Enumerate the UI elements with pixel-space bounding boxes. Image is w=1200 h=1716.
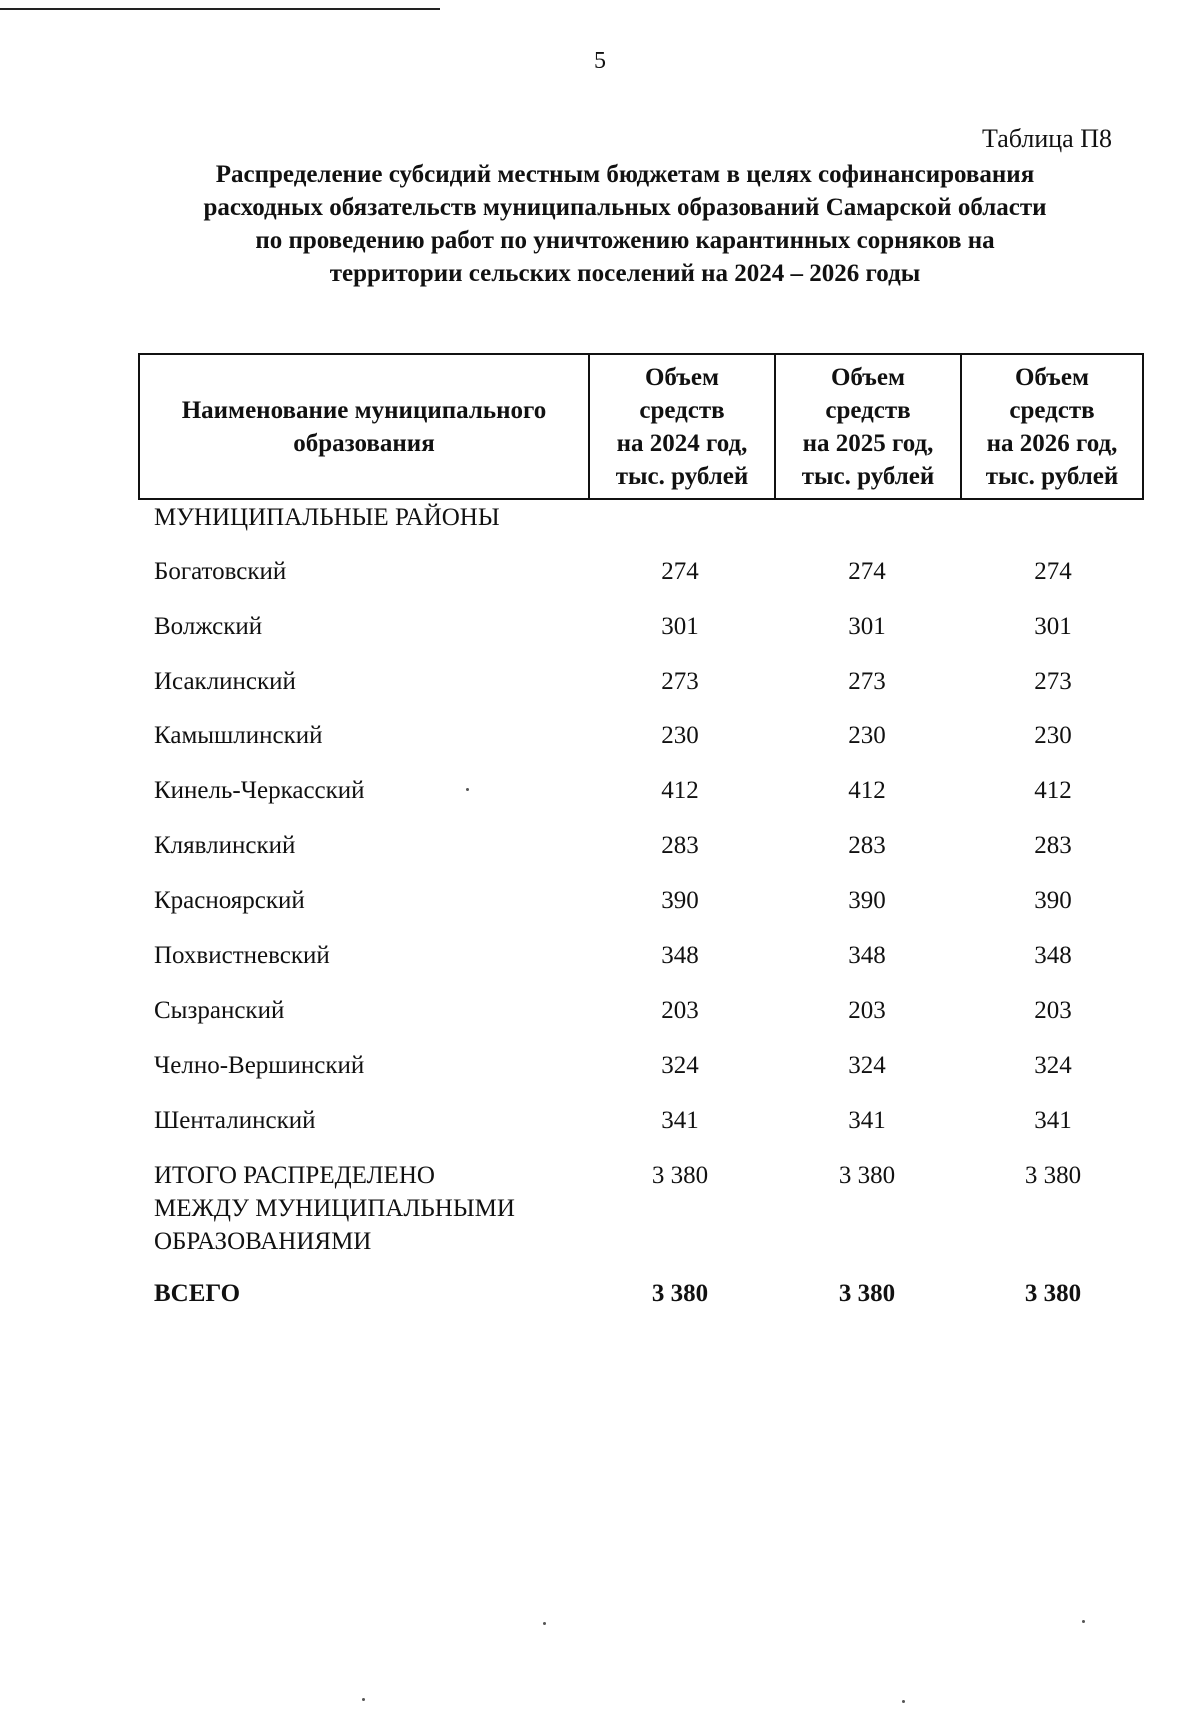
row-value-2025: 324 [848, 1052, 886, 1079]
row-value-2024: 301 [661, 613, 699, 640]
scan-speck [362, 1698, 365, 1701]
row-name: Исаклинский [154, 668, 296, 695]
header-name-line: Наименование муниципального [181, 396, 547, 424]
row-name: Шенталинский [154, 1107, 316, 1134]
row-value-2026: 274 [1034, 558, 1072, 585]
row-value-2026: 348 [1034, 942, 1072, 969]
header-line: Объем [644, 363, 719, 391]
row-value-2025: 230 [848, 722, 886, 749]
header-name-column [140, 355, 588, 498]
title-line: Распределение субсидий местным бюджетам в целях софинансирования [215, 161, 1035, 188]
header-name-line: образования [293, 429, 435, 457]
row-name: Похвистневский [154, 942, 330, 969]
row-value-2026: 412 [1034, 777, 1072, 804]
scan-speck [1082, 1620, 1085, 1623]
row-value-2025: 203 [848, 997, 886, 1024]
row-name: Камышлинский [154, 722, 323, 749]
row-value-2026: 230 [1034, 722, 1072, 749]
document-title [120, 158, 1130, 290]
distributed-total-label [154, 1159, 515, 1258]
scan-speck [466, 788, 469, 791]
row-name: Волжский [154, 613, 263, 640]
row-value-2024: 203 [661, 997, 699, 1024]
distributed-total-line: ИТОГО РАСПРЕДЕЛЕНО [154, 1162, 435, 1189]
header-line: средств [825, 396, 911, 424]
header-2024-column [588, 355, 774, 498]
page-number: 5 [594, 48, 606, 74]
header-line: Объем [1014, 363, 1089, 391]
distributed-total-2025: 3 380 [838, 1162, 896, 1189]
row-name: Кинель-Черкасский [154, 777, 365, 804]
header-line: тыс. рублей [801, 462, 935, 490]
section-title: МУНИЦИПАЛЬНЫЕ РАЙОНЫ [154, 504, 500, 531]
row-value-2024: 348 [661, 942, 699, 969]
row-value-2026: 341 [1034, 1107, 1072, 1134]
header-2025-column [774, 355, 960, 498]
row-name: Сызранский [154, 997, 285, 1024]
row-value-2025: 412 [848, 777, 886, 804]
row-value-2025: 341 [848, 1107, 886, 1134]
scan-speck [543, 1622, 546, 1625]
header-line: тыс. рублей [615, 462, 749, 490]
row-value-2026: 390 [1034, 887, 1072, 914]
header-line: средств [1009, 396, 1095, 424]
header-line: на 2024 год, [616, 429, 748, 457]
distributed-total-2024: 3 380 [651, 1162, 709, 1189]
row-value-2024: 324 [661, 1052, 699, 1079]
row-value-2025: 274 [848, 558, 886, 585]
row-value-2026: 203 [1034, 997, 1072, 1024]
row-value-2025: 273 [848, 668, 886, 695]
row-value-2025: 283 [848, 832, 886, 859]
distributed-total-line: ОБРАЗОВАНИЯМИ [154, 1228, 372, 1255]
grand-total-2025: 3 380 [838, 1280, 896, 1307]
row-name: Красноярский [154, 887, 305, 914]
row-value-2024: 273 [661, 668, 699, 695]
row-value-2024: 341 [661, 1107, 699, 1134]
row-name: Клявлинский [154, 832, 296, 859]
row-value-2026: 273 [1034, 668, 1072, 695]
header-line: на 2025 год, [802, 429, 934, 457]
row-value-2026: 324 [1034, 1052, 1072, 1079]
grand-total-label: ВСЕГО [154, 1280, 241, 1307]
title-line: территории сельских поселений на 2024 – 2026 годы [329, 260, 921, 287]
title-line: расходных обязательств муниципальных образований Самарской области [203, 194, 1047, 221]
scan-speck [902, 1700, 905, 1703]
distributed-total-line: МЕЖДУ МУНИЦИПАЛЬНЫМИ [154, 1195, 515, 1222]
scan-top-rule [0, 8, 440, 10]
header-line: средств [639, 396, 725, 424]
table-label: Таблица П8 [982, 124, 1112, 153]
row-value-2024: 390 [661, 887, 699, 914]
header-line: тыс. рублей [985, 462, 1119, 490]
row-name: Челно-Вершинский [154, 1052, 365, 1079]
row-value-2024: 412 [661, 777, 699, 804]
header-line: Объем [830, 363, 905, 391]
header-2026-column [960, 355, 1142, 498]
row-value-2026: 301 [1034, 613, 1072, 640]
row-value-2024: 230 [661, 722, 699, 749]
row-value-2026: 283 [1034, 832, 1072, 859]
row-value-2024: 274 [661, 558, 699, 585]
row-value-2025: 348 [848, 942, 886, 969]
row-value-2025: 301 [848, 613, 886, 640]
table-header [138, 353, 1144, 500]
distributed-total-2026: 3 380 [1024, 1162, 1082, 1189]
grand-total-2026: 3 380 [1024, 1280, 1082, 1307]
grand-total-2024: 3 380 [651, 1280, 709, 1307]
row-value-2025: 390 [848, 887, 886, 914]
row-value-2024: 283 [661, 832, 699, 859]
title-line: по проведению работ по уничтожению карантинных сорняков на [255, 227, 995, 254]
header-line: на 2026 год, [986, 429, 1118, 457]
row-name: Богатовский [154, 558, 287, 585]
